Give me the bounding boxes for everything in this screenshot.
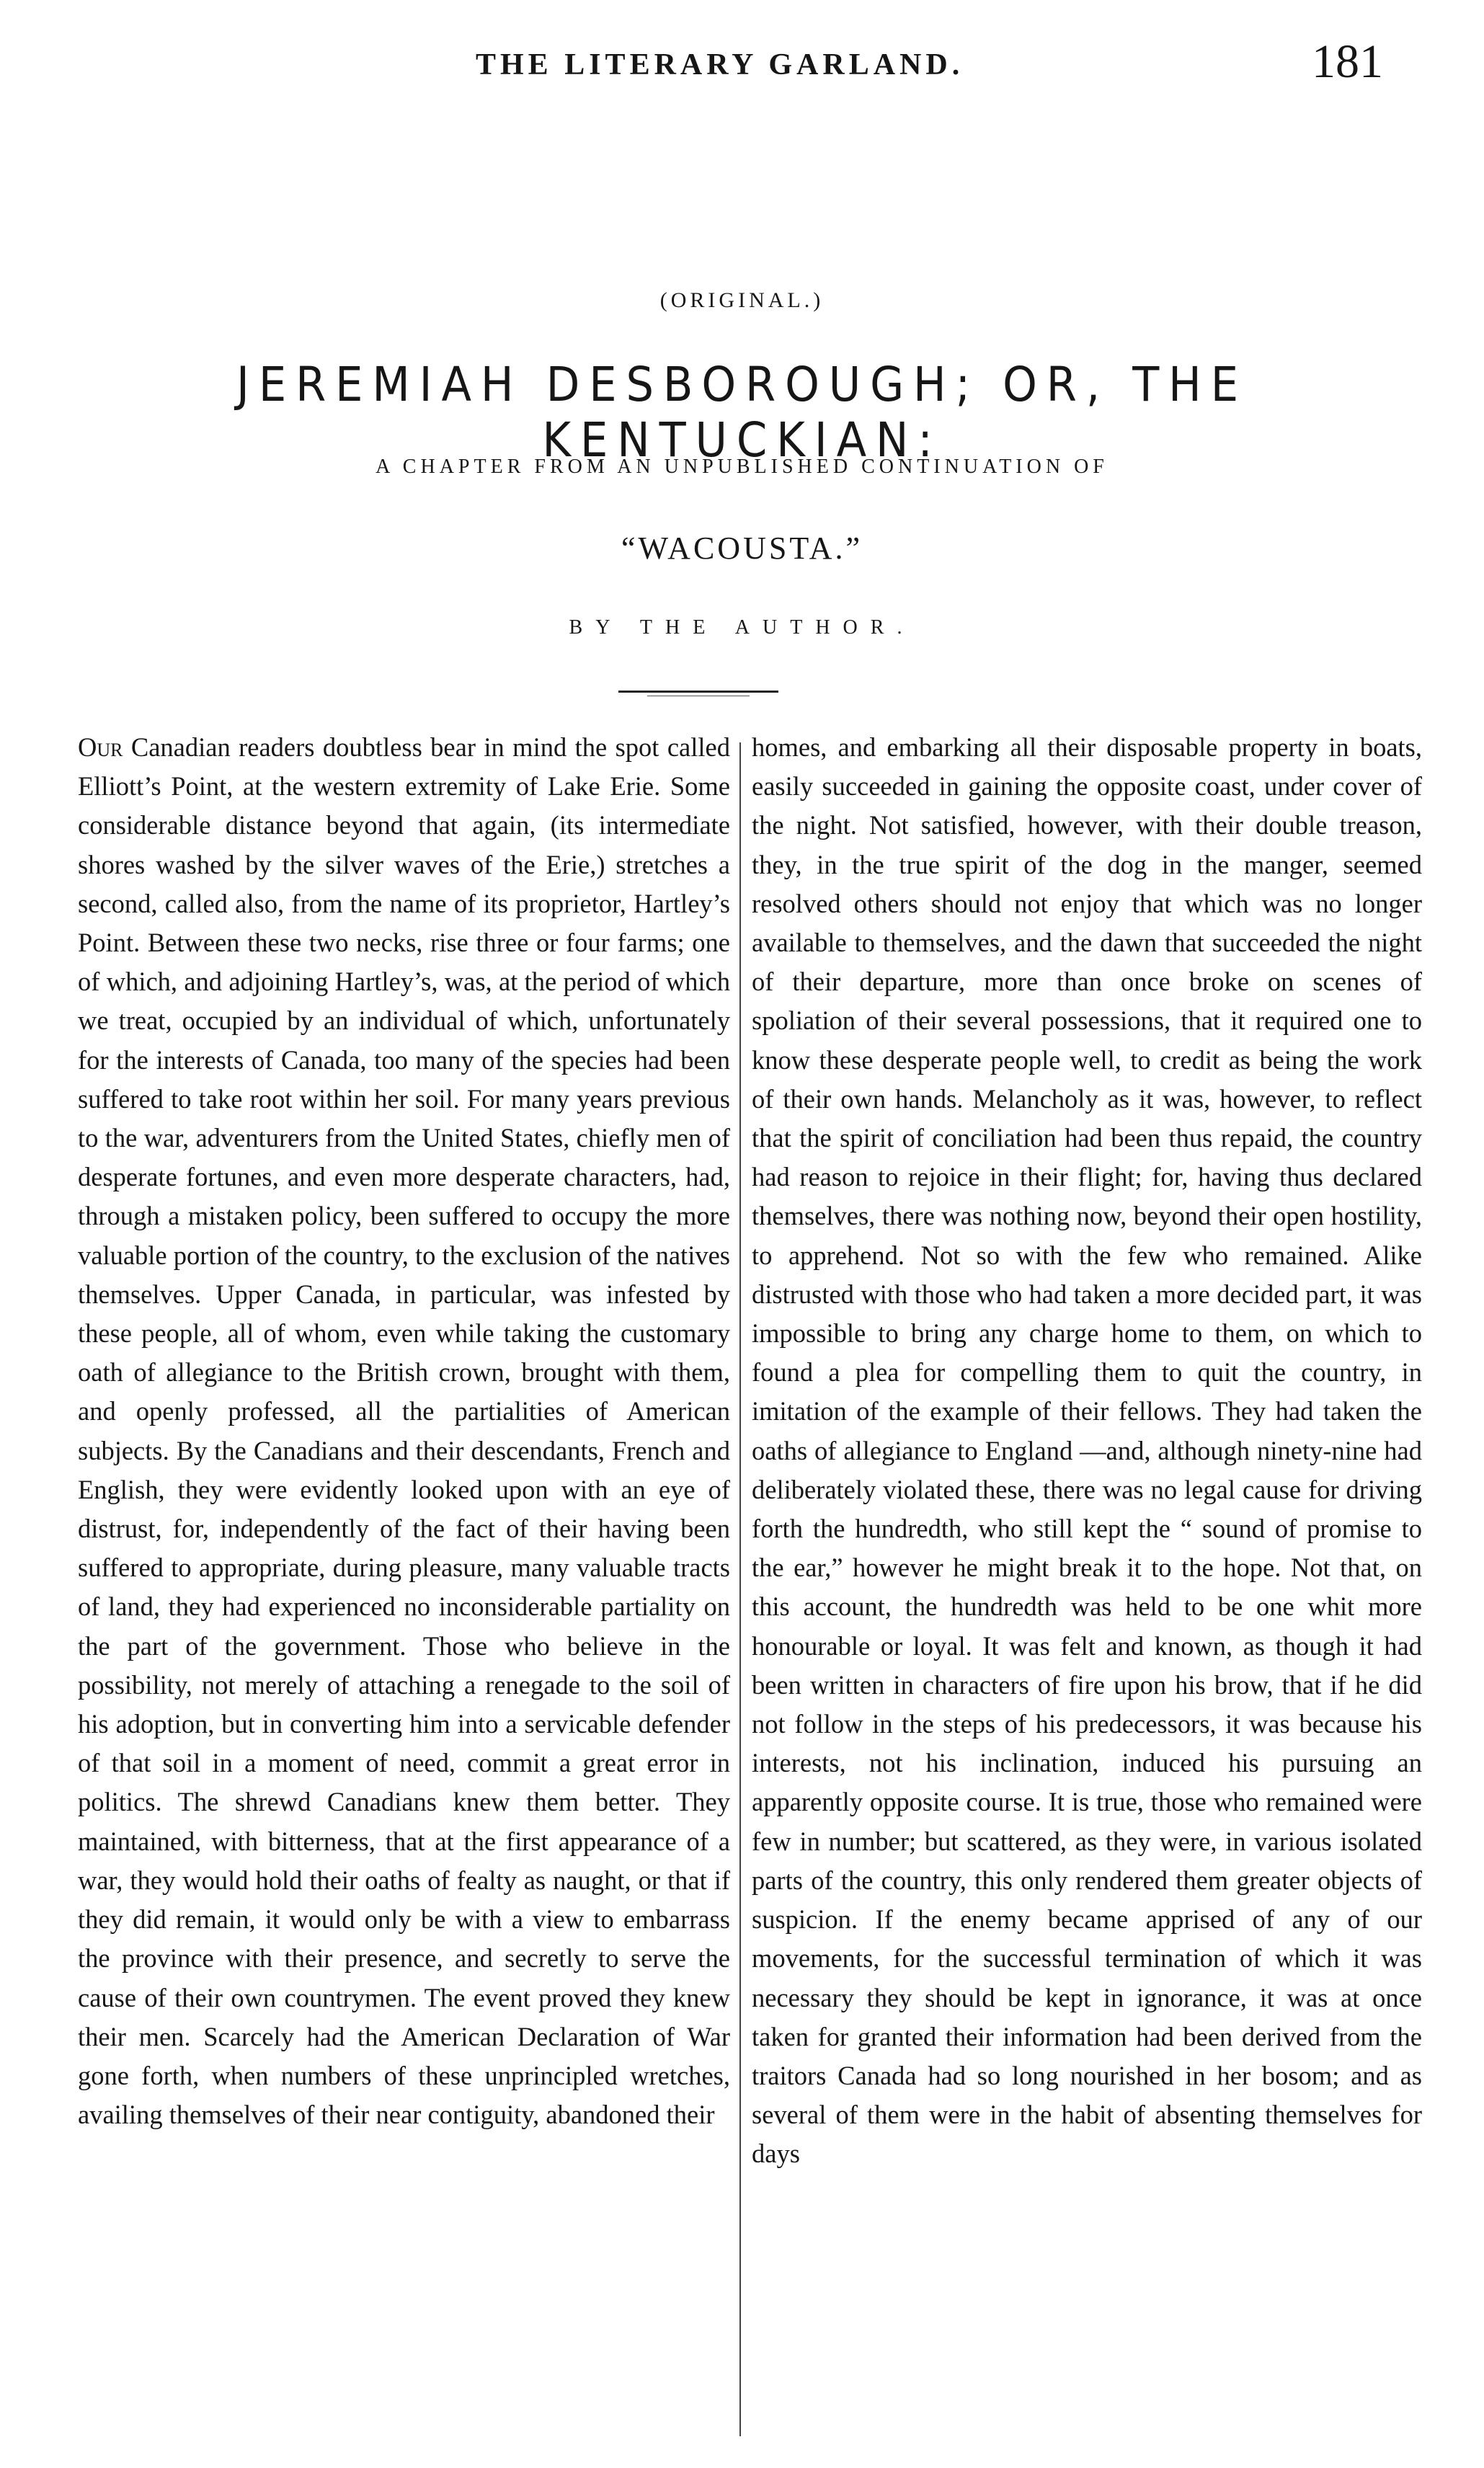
- running-title: THE LITERARY GARLAND.: [476, 48, 964, 81]
- left-column-text: [78, 728, 730, 2134]
- novel-title: “WACOUSTA.”: [621, 531, 863, 566]
- right-column-text: homes, and embarking all their disposable property in boats, easily succeeded in gaining the opposite coast, under cover of the night. Not satisfied, however, with their double treason, they, in the true spirit of the dog in the manger, seemed resolved others should not enjoy that which was no longer available to themselves, and the dawn that succeeded the night of their departure, more than once broke on scenes of spoliation of their several possessions, that it required one to know these desperate people well, to credit as being the work of their own hands. Melancholy as it was, however, to reflect that the spirit of conciliation had been thus repaid, the country had reason to rejoice in their flight; for, having thus declared themselves, there was nothing now, beyond their open hostility, to apprehend. Not so with the few who remained. Alike distrusted with those who had taken a more decided part, it was impossible to bring any charge home to them, on which to found a plea for compelling them to quit the country, in imitation of the example of their fellows. They had taken the oaths of allegiance to England —and, although ninety-nine had deliberately violated these, there was no legal cause for driving forth the hundredth, who still kept the “ sound of promise to the ear,” however he might break it to the hope. Not that, on this account, the hundredth was held to be one whit more honourable or loyal. It was felt and known, as though it had been written in characters of fire upon his brow, that if he did not follow in the steps of his predecessors, it was because his interests, not his inclination, induced his pursuing an apparently opposite course. It is true, those who remained were few in number; but scattered, as they were, in various isolated parts of the country, this only rendered them greater objects of suspicion. If the enemy became apprised of any of our movements, for the successful termination of which it was necessary they should be kept in ignorance, it was at once taken for granted their information had been derived from the traitors Canada had so long nourished in her bosom; and as several of them were in the habit of absenting themselves for days: [752, 732, 1422, 2169]
- article-subtitle: A CHAPTER FROM AN UNPUBLISHED CONTINUATION OF: [376, 456, 1108, 478]
- opening-word: Our: [78, 732, 123, 762]
- page-header: [0, 35, 1484, 92]
- left-column-body: Canadian readers doubtless bear in mind the spot called Elliott’s Point, at the western extremity of Lake Erie. Some considerable distance beyond that again, (its intermediate shores washed by the silver waves of the Erie,) stretches a second, called also, from the name of its proprietor, Hartley’s Point. Between these two necks, rise three or four farms; one of which, and adjoining Hartley’s, was, at the period of which we treat, occupied by an individual of which, unfortunately for the interests of Canada, too many of the species had been suffered to take root within her soil. For many years previous to the war, adventurers from the United States, chiefly men of desperate fortunes, and even more desperate characters, had, through a mistaken policy, been suffered to occupy the more valuable portion of the country, to the exclusion of the natives themselves. Upper Canada, in particular, was infested by these people, all of whom, even while taking the customary oath of allegiance to the British crown, brought with them, and openly professed, all the partialities of American subjects. By the Canadians and their descendants, French and English, they were evidently looked upon with an eye of distrust, for, independently of the fact of their having been suffered to appropriate, during pleasure, many valuable tracts of land, they had experienced no inconsiderable partiality on the part of the government. Those who believe in the possibility, not merely of attaching a renegade to the soil of his adoption, but in converting him into a servicable defender of that soil in a moment of need, commit a great error in politics. The shrewd Canadians knew them better. They maintained, with bitterness, that at the first appearance of a war, they would hold their oaths of fealty as naught, or that if they did remain, it would only be with a view to embarrass the province with their presence, and secretly to serve the cause of their own countrymen. The event proved they knew their men. Scarcely had the American Declaration of War gone forth, when numbers of these unprincipled wretches, availing themselves of their near contiguity, abandoned their: [78, 732, 730, 2130]
- column-divider: [739, 742, 741, 2436]
- byline: BY THE AUTHOR.: [569, 616, 915, 639]
- left-column: [78, 728, 730, 2451]
- right-column: [752, 728, 1422, 2451]
- title-divider: [618, 691, 778, 693]
- page-number: 181: [1312, 35, 1383, 88]
- article-title: JEREMIAH DESBOROUGH; OR, THE KENTUCKIAN:: [236, 357, 1248, 468]
- original-tag: (ORIGINAL.): [659, 288, 825, 312]
